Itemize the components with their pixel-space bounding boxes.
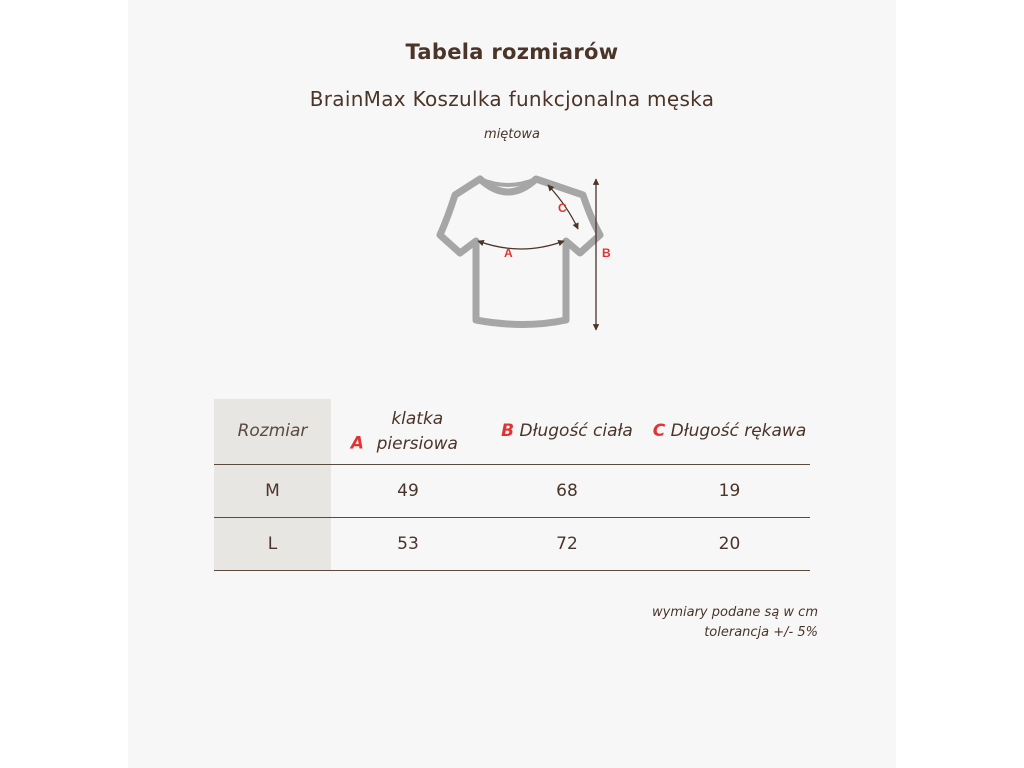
sleeve-header: [649, 399, 810, 465]
chest-value: 53: [331, 518, 485, 571]
length-value: 72: [485, 518, 649, 571]
measurement-notes: [652, 603, 818, 642]
sleeve-letter: C: [652, 421, 666, 442]
table-row: [214, 518, 810, 571]
size-cell: L: [214, 518, 331, 571]
size-table: [214, 399, 810, 571]
page-title: Tabela rozmiarów: [405, 40, 619, 64]
tshirt-measurement-diagram: [408, 165, 611, 340]
size-header: Rozmiar: [214, 399, 331, 465]
length-label: Długość ciała: [519, 421, 633, 442]
length-header: [485, 399, 649, 465]
product-variant: miętowa: [484, 127, 540, 142]
label-c: C: [558, 201, 567, 215]
chest-header: [331, 399, 485, 465]
chest-arrow: [478, 241, 564, 249]
size-chart-panel: [128, 0, 896, 768]
product-name: BrainMax Koszulka funkcjonalna męska: [309, 87, 715, 111]
tolerance-note: tolerancja +/- 5%: [704, 624, 818, 640]
label-a: A: [504, 246, 513, 260]
length-letter: B: [501, 421, 515, 442]
sleeve-label: Długość rękawa: [670, 421, 807, 442]
size-cell: M: [214, 465, 331, 518]
sleeve-value: 20: [649, 518, 810, 571]
table-row: [214, 465, 810, 518]
chest-letter: A: [350, 433, 364, 454]
tshirt-icon: [440, 179, 600, 325]
chest-value: 49: [331, 465, 485, 518]
table-header-row: [214, 399, 810, 465]
label-b: B: [602, 246, 611, 260]
sleeve-value: 19: [649, 465, 810, 518]
units-note: wymiary podane są w cm: [652, 605, 818, 620]
length-value: 68: [485, 465, 649, 518]
chest-label: klatka piersiowa: [376, 408, 458, 454]
